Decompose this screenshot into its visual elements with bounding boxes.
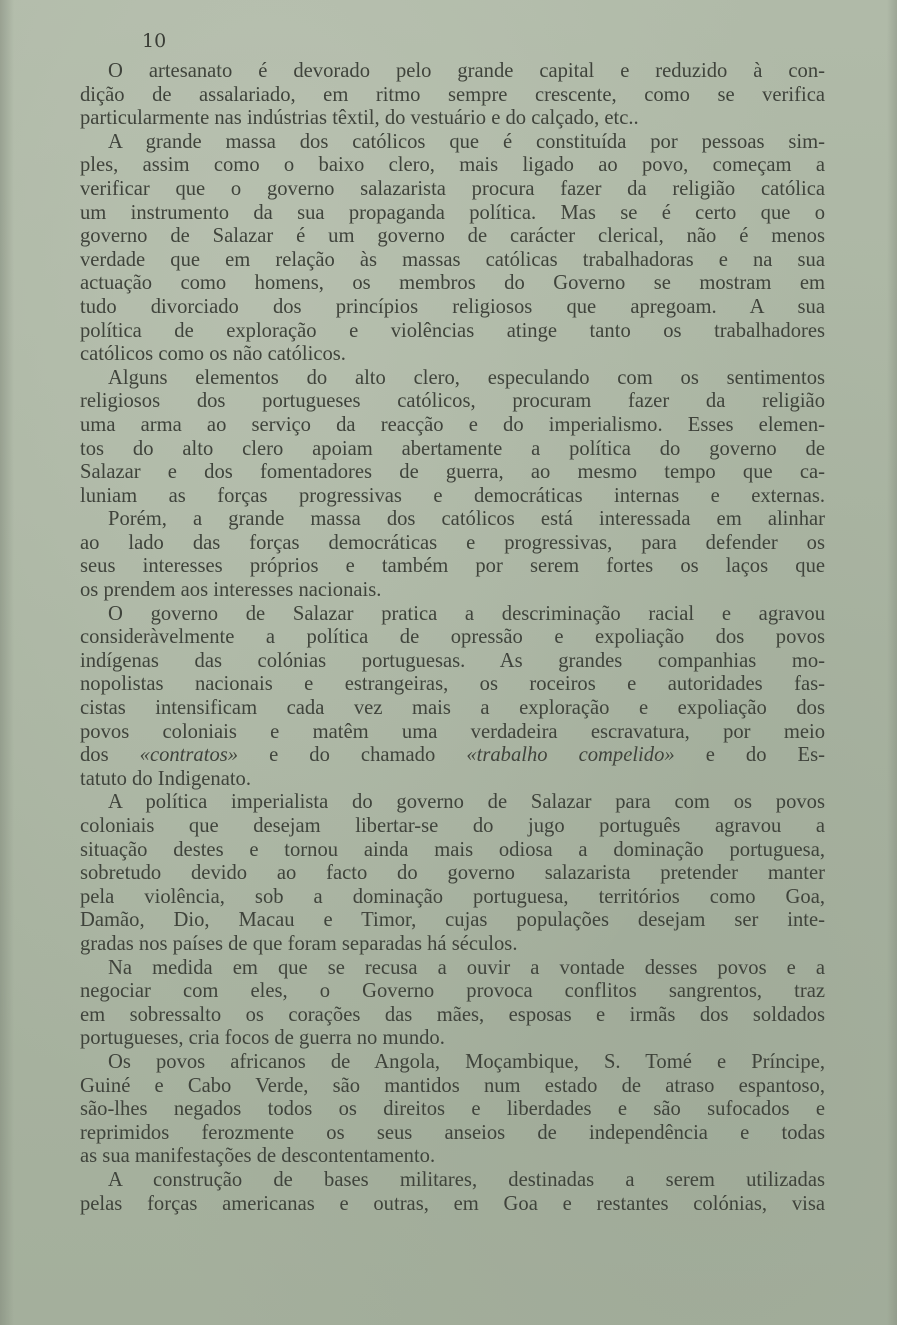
page-number: 10 [142, 30, 167, 52]
text-line: uma arma ao serviço da reacção e do imperialismo. Esses elemen- [80, 413, 825, 436]
text-line: pelas forças americanas e outras, em Goa e restantes colónias, visa [80, 1192, 825, 1215]
text-line: povos coloniais e matêm uma verdadeira escravatura, por meio [80, 720, 825, 743]
text-line: verificar que o governo salazarista procura fazer da religião católica [80, 177, 825, 200]
text-line: actuação como homens, os membros do Governo se mostram em [80, 272, 825, 295]
text-line: tos do alto clero apoiam abertamente a política do governo de [80, 437, 825, 460]
text-line-with-italics [80, 744, 825, 768]
text-line: Salazar e dos fomentadores de guerra, ao mesmo tempo que ca- [80, 461, 825, 484]
text-line: Os povos africanos de Angola, Moçambique, S. Tomé e Príncipe, [108, 1050, 825, 1073]
text-line: A grande massa dos católicos que é constituída por pessoas sim- [108, 130, 825, 153]
text-line: A política imperialista do governo de Salazar para com os povos [108, 791, 825, 814]
text-line: tudo divorciado dos princípios religiosos que apregoam. A sua [80, 295, 825, 318]
text-line: seus interesses próprios e também por serem fortes os laços que [80, 555, 825, 578]
text-line: tatuto do Indigenato. [80, 767, 252, 790]
text-line: as sua manifestações de descontentamento. [80, 1145, 436, 1168]
text-line: um instrumento da sua propaganda política. Mas se é certo que o [80, 201, 825, 224]
text-line: ao lado das forças democráticas e progressivas, para defender os [80, 531, 825, 554]
text-line: indígenas das colónias portuguesas. As grandes companhias mo- [80, 649, 825, 672]
text-line: governo de Salazar é um governo de carácter clerical, não é menos [80, 225, 825, 248]
text-line: os prendem aos interesses nacionais. [80, 579, 382, 602]
text-line: católicos como os não católicos. [80, 343, 346, 366]
text-line: O governo de Salazar pratica a descriminação racial e agravou [108, 602, 825, 625]
text-line: verdade que em relação às massas católicas trabalhadoras e na sua [80, 248, 825, 271]
text-line: particularmente nas indústrias têxtil, do vestuário e do calçado, etc.. [80, 107, 639, 130]
text-line: são-lhes negados todos os direitos e liberdades e são sufocados e [80, 1098, 825, 1121]
text-line: reprimidos ferozmente os seus anseios de independência e todas [80, 1121, 825, 1144]
text-line: nopolistas nacionais e estrangeiras, os roceiros e autoridades fas- [80, 673, 825, 696]
text-line: A construção de bases militares, destinadas a serem utilizadas [108, 1168, 825, 1191]
text-line: pela violência, sob a dominação portuguesa, territórios como Goa, [80, 885, 825, 908]
text-line: Guiné e Cabo Verde, são mantidos num estado de atraso espantoso, [80, 1074, 825, 1097]
italic-term-trabalho-compelido: «trabalho compelido» [466, 744, 675, 767]
text-line: dição de assalariado, em ritmo sempre crescente, como se verifica [80, 83, 825, 106]
page-edge-shadow-right [887, 0, 897, 1325]
text-line: Na medida em que se recusa a ouvir a vontade desses povos e a [108, 956, 825, 979]
text-line: Porém, a grande massa dos católicos está interessada em alinhar [108, 508, 825, 531]
text-fragment: e do Es- [674, 744, 826, 767]
text-line: sobretudo devido ao facto do governo salazarista pretender manter [80, 862, 825, 885]
text-line: O artesanato é devorado pelo grande capital e reduzido à con- [108, 60, 825, 82]
text-line: luniam as forças progressivas e democráticas internas e externas. [80, 484, 825, 507]
page-edge-shadow-left [0, 0, 14, 1325]
text-line: Damão, Dio, Macau e Timor, cujas populações desejam ser inte- [80, 909, 825, 932]
text-line: consideràvelmente a política de opressão e expoliação dos povos [80, 626, 825, 649]
text-line: cistas intensificam cada vez mais a exploração e expoliação dos [80, 697, 825, 720]
italic-term-contratos: «contratos» [139, 744, 239, 767]
body-text [80, 60, 825, 1216]
text-fragment: dos [80, 744, 140, 767]
text-line: portugueses, cria focos de guerra no mundo. [80, 1027, 445, 1050]
text-line: coloniais que desejam libertar-se do jugo português agravou a [80, 815, 825, 837]
text-line: ples, assim como o baixo clero, mais ligado ao povo, começam a [80, 154, 825, 177]
text-line: religiosos dos portugueses católicos, procuram fazer da religião [80, 390, 825, 413]
text-line: situação destes e tornou ainda mais odiosa a dominação portuguesa, [80, 838, 825, 861]
text-fragment: e do chamado [238, 744, 467, 767]
text-line: negociar com eles, o Governo provoca conflitos sangrentos, traz [80, 980, 825, 1003]
text-line: em sobressalto os corações das mães, esposas e irmãs dos soldados [80, 1003, 825, 1026]
text-line: gradas nos países de que foram separadas há séculos. [80, 932, 518, 955]
text-line: Alguns elementos do alto clero, especulando com os sentimentos [108, 366, 825, 389]
text-line: política de exploração e violências atinge tanto os trabalhadores [80, 319, 825, 342]
